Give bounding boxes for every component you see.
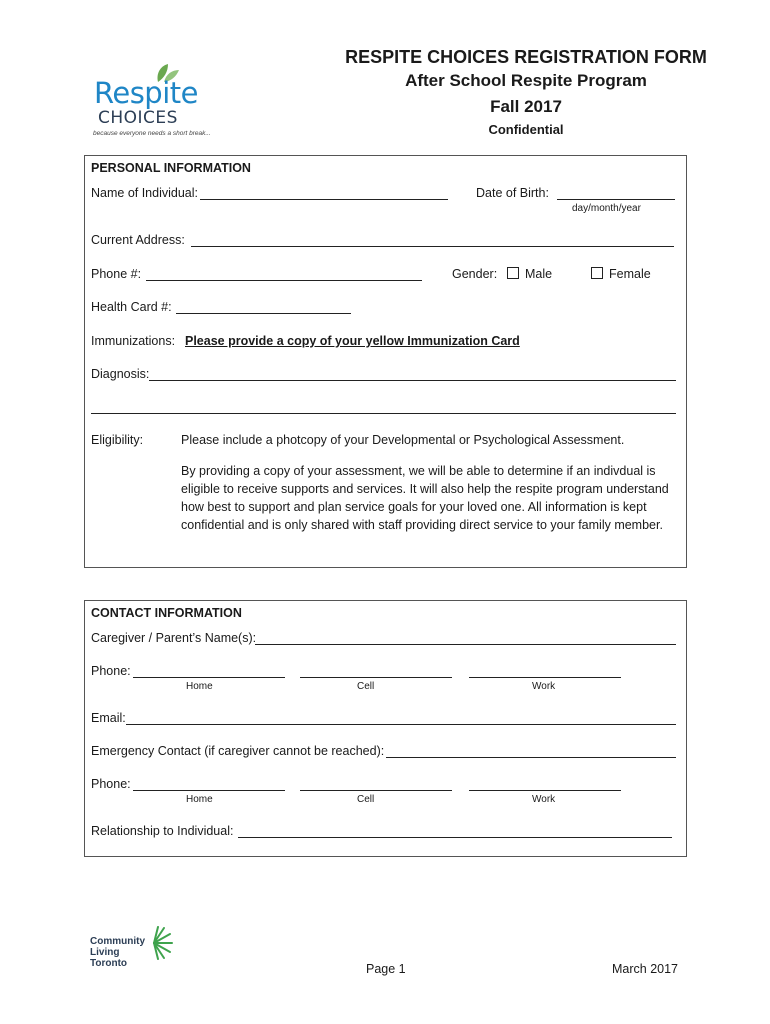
work-hint: Work [532,681,556,692]
address-label: Current Address: [91,233,185,247]
respite-choices-logo [88,62,218,142]
phone-label: Phone #: [91,267,142,281]
confidential-label: Confidential [488,122,564,137]
email-label: Email: [91,711,126,725]
gender-female-option[interactable] [591,267,651,281]
email-field[interactable] [126,724,676,725]
community-living-toronto-logo [90,926,180,976]
eligibility-label: Eligibility: [91,433,144,447]
emergency-cell-hint: Cell [357,794,375,805]
dob-hint: day/month/year [572,203,641,214]
name-field[interactable] [200,199,448,200]
cell-phone-field[interactable] [300,677,452,678]
caregiver-field[interactable] [255,644,676,645]
address-field[interactable] [191,246,674,247]
emergency-work-phone-field[interactable] [469,790,621,791]
emergency-cell-phone-field[interactable] [300,790,452,791]
caregiver-label: Caregiver / Parent’s Name(s): [91,631,257,645]
name-label: Name of Individual: [91,186,199,200]
dob-field[interactable] [557,199,675,200]
cell-hint: Cell [357,681,375,692]
personal-info-heading: PERSONAL INFORMATION [91,161,251,175]
male-checkbox[interactable] [507,267,519,279]
health-card-field[interactable] [176,313,351,314]
form-title: RESPITE CHOICES REGISTRATION FORM [345,47,707,67]
home-phone-field[interactable] [133,677,285,678]
gender-male-option[interactable] [507,267,552,281]
emergency-phone-label: Phone: [91,777,131,791]
health-card-label: Health Card #: [91,300,172,314]
page-number: Page 1 [366,962,406,976]
gender-label: Gender: [452,267,498,281]
term: Fall 2017 [490,97,562,116]
relationship-field[interactable] [238,837,672,838]
contact-info-heading: CONTACT INFORMATION [91,606,242,620]
emergency-home-hint: Home [186,794,213,805]
female-checkbox[interactable] [591,267,603,279]
logo-subtitle: CHOICES [98,108,178,128]
org-line-2: Living [90,947,120,958]
home-hint: Home [186,681,213,692]
contact-phone-label: Phone: [91,664,131,678]
emergency-home-phone-field[interactable] [133,790,285,791]
female-label: Female [609,267,651,281]
org-line-3: Toronto [90,958,128,969]
eligibility-instruction: Please include a photcopy of your Developmental or Psychological Assessment. [181,433,625,447]
eligibility-paragraph: By providing a copy of your assessment, we will be able to determine if an indivdual is eligible to receive supports and services. It will also help the respite program understand how best to support and plan service goals for your loved one. All information is kept confidential and is only shared with staff providing direct service to your family member. [181,464,669,532]
footer-date: March 2017 [612,962,679,976]
work-phone-field[interactable] [469,677,621,678]
emergency-work-hint: Work [532,794,556,805]
diagnosis-label: Diagnosis: [91,367,150,381]
male-label: Male [525,267,553,281]
relationship-label: Relationship to Individual: [91,824,234,838]
starburst-icon [148,926,176,960]
diagnosis-field[interactable] [149,380,676,381]
org-line-1: Community [90,936,145,947]
logo-wordmark: Respite [94,76,198,110]
dob-label: Date of Birth: [476,186,549,200]
logo-tagline: because everyone needs a short break... [93,130,211,137]
emergency-contact-field[interactable] [386,757,676,758]
diagnosis-field-2[interactable] [91,413,676,414]
phone-field[interactable] [146,280,422,281]
immunizations-label: Immunizations: [91,334,176,348]
immunizations-note: Please provide a copy of your yellow Immunization Card [185,334,520,348]
program-name: After School Respite Program [405,71,647,90]
emergency-contact-label: Emergency Contact (if caregiver cannot be reached): [91,744,385,758]
